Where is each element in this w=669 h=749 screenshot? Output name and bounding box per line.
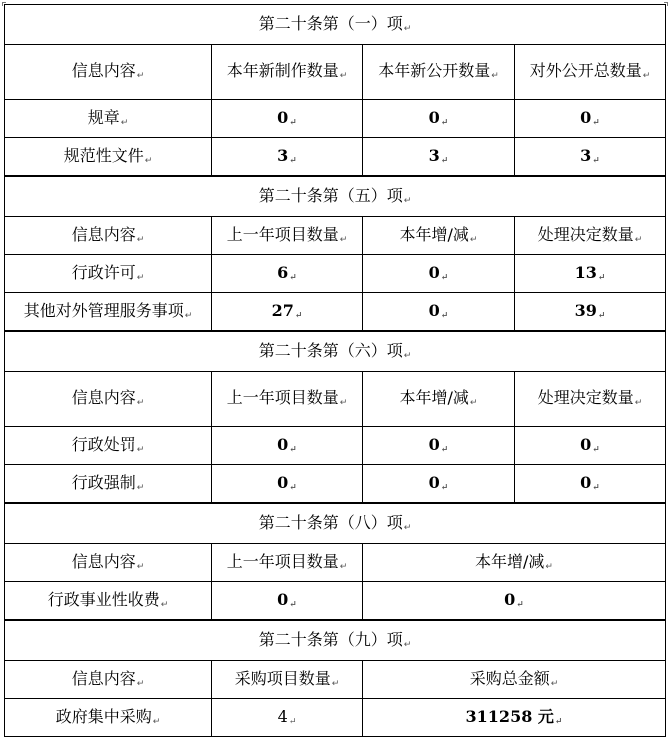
section-title: 第二十条第（五）项↵ — [5, 177, 666, 217]
row-label: 行政事业性收费↵ — [5, 582, 212, 620]
row-label: 政府集中采购↵ — [5, 699, 212, 737]
cell-value: 39↵ — [515, 293, 666, 331]
table-row — [5, 255, 666, 293]
header-info-content: 信息内容↵ — [5, 661, 212, 699]
cell-value: 3↵ — [515, 138, 666, 176]
header-new-created-count: 本年新制作数量↵ — [212, 45, 363, 100]
cell-value: 0↵ — [515, 427, 666, 465]
cell-value: 27↵ — [212, 293, 363, 331]
header-prev-year-count: 上一年项目数量↵ — [212, 372, 363, 427]
section-article20-item6 — [4, 331, 665, 503]
row-label: 规章↵ — [5, 100, 212, 138]
table-row — [5, 699, 666, 737]
header-procurement-amount: 采购总金额↵ — [363, 661, 666, 699]
header-total-published-count: 对外公开总数量↵ — [515, 45, 666, 100]
header-info-content: 信息内容↵ — [5, 217, 212, 255]
cell-value: 0↵ — [363, 255, 515, 293]
header-decision-count: 处理决定数量↵ — [515, 217, 666, 255]
section-article20-item1 — [4, 4, 665, 176]
header-change: 本年增/减↵ — [363, 217, 515, 255]
cell-value: 13↵ — [515, 255, 666, 293]
table-row — [5, 293, 666, 331]
crop-mark-top-left — [2, 2, 6, 6]
header-info-content: 信息内容↵ — [5, 544, 212, 582]
cell-value: 0↵ — [212, 582, 363, 620]
section-article20-item5 — [4, 176, 665, 331]
cell-value: 0↵ — [212, 465, 363, 503]
header-procurement-count: 采购项目数量↵ — [212, 661, 363, 699]
row-label: 行政处罚↵ — [5, 427, 212, 465]
row-label: 规范性文件↵ — [5, 138, 212, 176]
cell-value: 311258 元↵ — [363, 699, 666, 737]
table-row — [5, 465, 666, 503]
header-prev-year-count: 上一年项目数量↵ — [212, 217, 363, 255]
cell-value: 3↵ — [363, 138, 515, 176]
header-change: 本年增/减↵ — [363, 372, 515, 427]
cell-value: 4↵ — [212, 699, 363, 737]
cell-value: 0↵ — [515, 465, 666, 503]
header-new-published-count: 本年新公开数量↵ — [363, 45, 515, 100]
header-info-content: 信息内容↵ — [5, 45, 212, 100]
cell-value: 3↵ — [212, 138, 363, 176]
row-label: 行政强制↵ — [5, 465, 212, 503]
table-row — [5, 582, 666, 620]
row-label: 其他对外管理服务事项↵ — [5, 293, 212, 331]
header-info-content: 信息内容↵ — [5, 372, 212, 427]
cell-value: 0↵ — [363, 293, 515, 331]
cell-value: 0↵ — [363, 582, 666, 620]
cell-value: 0↵ — [363, 100, 515, 138]
table-row — [5, 100, 666, 138]
header-prev-year-count: 上一年项目数量↵ — [212, 544, 363, 582]
cell-value: 6↵ — [212, 255, 363, 293]
section-title: 第二十条第（一）项↵ — [5, 5, 666, 45]
row-label: 行政许可↵ — [5, 255, 212, 293]
cell-value: 0↵ — [212, 427, 363, 465]
cell-value: 0↵ — [363, 427, 515, 465]
section-article20-item9 — [4, 620, 665, 737]
table-row — [5, 427, 666, 465]
header-change: 本年增/减↵ — [363, 544, 666, 582]
section-title: 第二十条第（六）项↵ — [5, 332, 666, 372]
cell-value: 0↵ — [212, 100, 363, 138]
section-article20-item8 — [4, 503, 665, 620]
header-decision-count: 处理决定数量↵ — [515, 372, 666, 427]
disclosure-table — [4, 4, 665, 737]
cell-value: 0↵ — [363, 465, 515, 503]
crop-mark-top-right — [664, 2, 668, 6]
section-title: 第二十条第（九）项↵ — [5, 621, 666, 661]
section-title: 第二十条第（八）项↵ — [5, 504, 666, 544]
table-row — [5, 138, 666, 176]
cell-value: 0↵ — [515, 100, 666, 138]
